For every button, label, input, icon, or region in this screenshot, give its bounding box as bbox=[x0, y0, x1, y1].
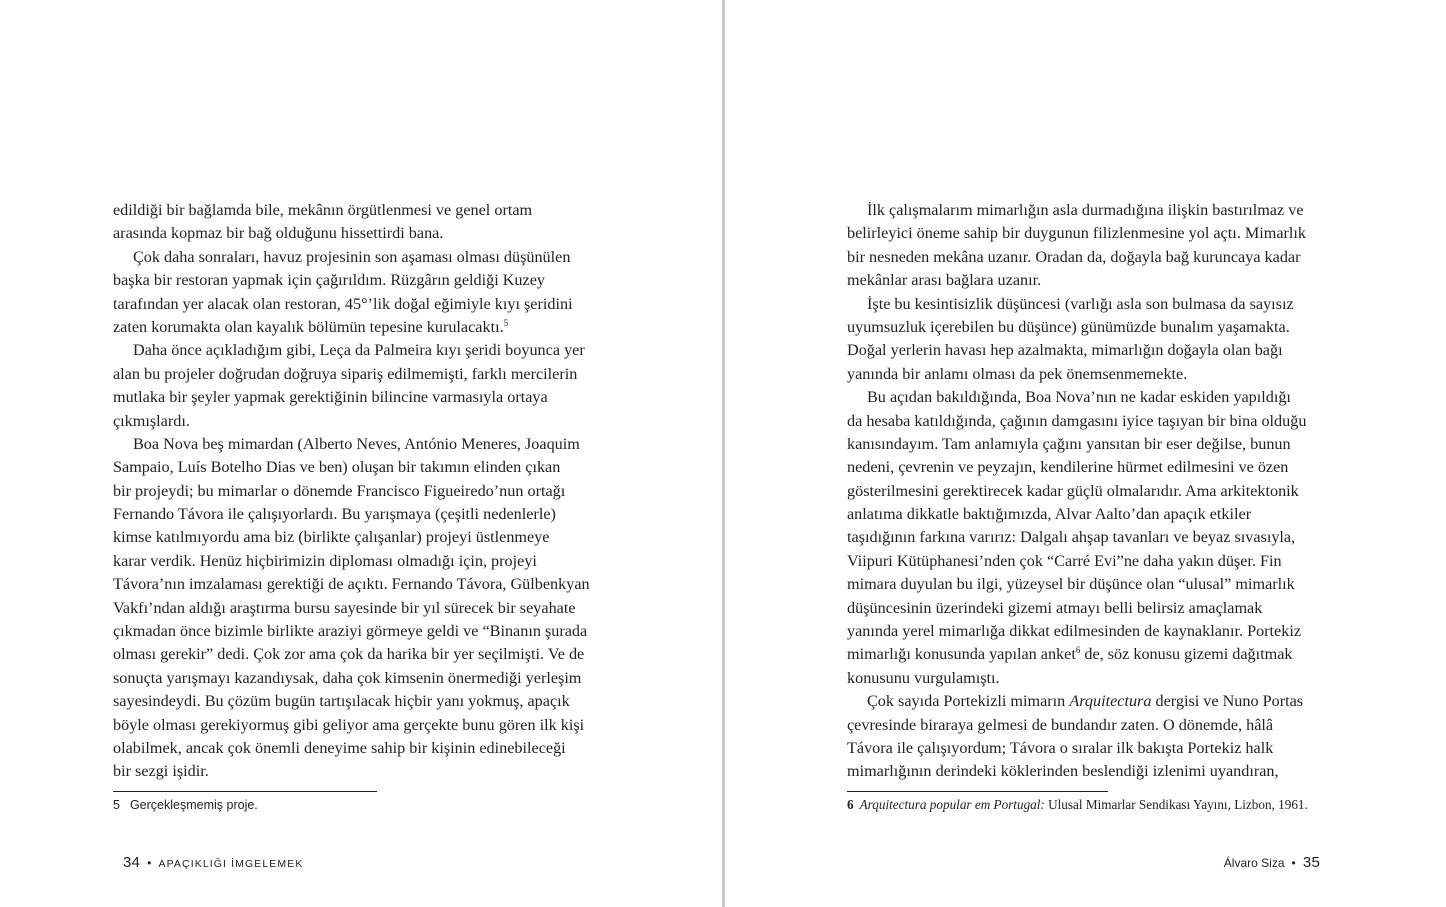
text-line: mekânlar arası bağlara uzanır. bbox=[847, 271, 1042, 290]
right-body-text bbox=[847, 199, 1332, 784]
text-line: çevresinde biraraya gelmesi de bundandır zaten. O dönemde, hâlâ bbox=[847, 715, 1274, 734]
footnote-reference[interactable]: 6 bbox=[1075, 645, 1081, 656]
footnote-divider bbox=[113, 791, 377, 792]
line-text: de, söz konusu gizemi dağıtmak bbox=[1080, 645, 1293, 664]
text-line: karar verdik. Henüz hiçbirimizin diploması olmadığı için, projeyi bbox=[113, 551, 537, 570]
text-line: gösterilmesini gerektirecek kadar güçlü olmalarıdır. Ama arkitektonik bbox=[847, 481, 1299, 500]
footnote bbox=[847, 797, 1308, 813]
text-line: Daha önce açıkladığım gibi, Leça da Palmeira kıyı şeridi boyunca yer bbox=[133, 341, 585, 360]
footnote-text: Ulusal Mimarlar Sendikası Yayını, Lizbon, 1961. bbox=[1044, 797, 1308, 812]
text-line: uyumsuzluk içerebilen bu düşünce) günümüzde bunalım yaşamakta. bbox=[847, 317, 1290, 336]
text-line: alan bu projeler doğrudan doğruya sipariş edilmemişti, farklı mercilerin bbox=[113, 364, 578, 383]
text-line: mutlaka bir şeyler yapmak gerektiğinin bilincine varmasıyla ortaya bbox=[113, 388, 548, 407]
text-line: böyle olması gerekiyormuş gibi geliyor ama gerçekte bunu gören ilk kişi bbox=[113, 715, 585, 734]
text-line: sonuçta yarışmayı kazandıysak, daha çok kimsenin önermediği yerleşim bbox=[113, 668, 582, 687]
text-line: da hesaba katıldığında, çağının damgasını iyice taşıyan bir bina olduğu bbox=[847, 411, 1307, 430]
left-body-text bbox=[113, 199, 608, 784]
text-line: Viipuri Kütüphanesi’nden çok “Carré Evi”ne daha yakın düşer. Fin bbox=[847, 551, 1282, 570]
text-line: nedeni, çevrenin ve peyzajın, kendilerine hürmet edilmesini ve özen bbox=[847, 458, 1289, 477]
text-line: Bu açıdan bakıldığında, Boa Nova’nın ne kadar eskiden yapıldığı bbox=[867, 388, 1291, 407]
text-line: Sampaio, Luís Botelho Dias ve ben) oluşan bir takımın elinden çıkan bbox=[113, 458, 561, 477]
text-line: mimara duyulan bu ilgi, yüzeysel bir düşünce olan “ulusal” mimarlık bbox=[847, 575, 1295, 594]
line-text: mimarlığı konusunda yapılan anket bbox=[847, 645, 1076, 664]
footnote-reference[interactable]: 5 bbox=[503, 317, 509, 328]
footnote-text: Gerçekleşmemiş proje. bbox=[129, 798, 258, 812]
text-line: kimse katılmıyordu ama biz (birlikte çalışanlar) projeyi üstlenmeye bbox=[113, 528, 550, 547]
text-line: başka bir restoran yapmak için çağırıldım. Rüzgârın geldiği Kuzey bbox=[113, 271, 545, 290]
text-line: yanında yerel mimarlığa dikkat edilmesinden de kaynaklanır. Portekiz bbox=[847, 622, 1302, 641]
text-line: Çok daha sonraları, havuz projesinin son aşaması olması düşünülen bbox=[133, 247, 571, 266]
text-line: anlatıma dikkatle baktığımızda, Alvar Aalto’dan apaçık etkiler bbox=[847, 505, 1252, 524]
text-line: belirleyici öneme sahip bir duygunun filizlenmesine yol açtı. Mimarlık bbox=[847, 224, 1306, 243]
text-line bbox=[847, 690, 1332, 713]
footnote bbox=[113, 797, 258, 813]
text-line: bir projeydi; bu mimarlar o dönemde Francisco Figueiredo’nun ortağı bbox=[113, 481, 566, 500]
text-line: düşüncesinin üzerindeki gizemi atmayı belli belirsiz amaçlamak bbox=[847, 598, 1263, 617]
line-text: dergisi ve Nuno Portas bbox=[1151, 692, 1304, 711]
page-footer bbox=[1224, 853, 1320, 873]
page-number: 35 bbox=[1302, 854, 1320, 871]
text-line: Vakfı’ndan aldığı araştırma bursu sayesinde bir yıl sürecek bir seyahate bbox=[113, 598, 576, 617]
running-head: APAÇIKLIĞI İMGELEMEK bbox=[158, 858, 304, 870]
text-line: kanısındayım. Tam anlamıyla çağını yansıtan bir eser değilse, bunun bbox=[847, 434, 1291, 453]
text-line: mimarlığının derindeki köklerinden beslendiği izlenimi uyandıran, bbox=[847, 762, 1279, 781]
text-line: taşıdığının farkına varırız: Dalgalı ahşap tavanları ve beyaz sıvasıyla, bbox=[847, 528, 1296, 547]
footnote-number: 5 bbox=[113, 798, 120, 812]
footnote-title: Arquitectura popular em Portugal: bbox=[859, 797, 1045, 812]
text-line: çıkmışlardı. bbox=[113, 411, 190, 430]
right-page bbox=[725, 0, 1446, 907]
text-line: yanında bir anlamı olması da pek önemsenmemekte. bbox=[847, 364, 1188, 383]
bullet-separator: • bbox=[147, 856, 152, 870]
footnote-divider bbox=[847, 791, 1108, 792]
page-number: 34 bbox=[123, 854, 141, 871]
text-line: Boa Nova beş mimardan (Alberto Neves, António Meneres, Joaquim bbox=[133, 434, 580, 453]
text-line: bir sezgi işidir. bbox=[113, 762, 209, 781]
line-text: Çok sayıda Portekizli mimarın bbox=[867, 692, 1070, 711]
text-line: olabilmek, ancak çok önemli deneyime sahip bir kişinin edinebileceği bbox=[113, 738, 566, 757]
page-footer bbox=[123, 853, 303, 874]
text-line: İşte bu kesintisizlik düşüncesi (varlığı asla son bulmasa da sayısız bbox=[867, 294, 1294, 313]
text-line: tarafından yer alacak olan restoran, 45°’lik doğal eğimiyle kıyı şeridini bbox=[113, 294, 573, 313]
text-line: olması gerekir” dedi. Çok zor ama çok da harika bir yer seçilmişti. Ve de bbox=[113, 645, 585, 664]
text-line: Távora ile çalışıyordum; Távora o sıralar ilk bakışta Portekiz halk bbox=[847, 738, 1274, 757]
line-text: zaten korumakta olan kayalık bölümün tepesine kurulacaktı. bbox=[113, 317, 504, 336]
text-line: Távora’nın imzalaması gerektiği de açıktı. Fernando Távora, Gülbenkyan bbox=[113, 575, 590, 594]
running-head: Álvaro Siza bbox=[1223, 856, 1285, 870]
journal-title: Arquitectura bbox=[1069, 692, 1152, 711]
text-line: arasında kopmaz bir bağ olduğunu hissettirdi bana. bbox=[113, 224, 444, 243]
text-line: bir nesneden mekâna uzanır. Oradan da, doğayla bağ kuruncaya kadar bbox=[847, 247, 1301, 266]
left-page bbox=[0, 0, 722, 907]
bullet-separator: • bbox=[1291, 856, 1296, 870]
text-line: Doğal yerlerin havası hep azalmakta, mimarlığın doğayla olan bağı bbox=[847, 341, 1283, 360]
text-line: İlk çalışmalarım mimarlığın asla durmadığına ilişkin bastırılmaz ve bbox=[867, 201, 1304, 219]
text-line bbox=[847, 643, 1332, 666]
text-line bbox=[113, 316, 608, 339]
text-line: edildiği bir bağlamda bile, mekânın örgütlenmesi ve genel ortam bbox=[113, 201, 533, 219]
text-line: sayesindeydi. Bu çözüm bugün tartışılacak hiçbir yanı yokmuş, apaçık bbox=[113, 692, 570, 711]
text-line: çıkmadan önce bizimle birlikte araziyi görmeye geldi ve “Binanın şurada bbox=[113, 622, 588, 641]
text-line: Fernando Távora ile çalışıyorlardı. Bu yarışmaya (çeşitli nedenlerle) bbox=[113, 505, 556, 524]
footnote-number: 6 bbox=[847, 797, 854, 812]
text-line: konusunu vurgulamıştı. bbox=[847, 668, 1000, 687]
